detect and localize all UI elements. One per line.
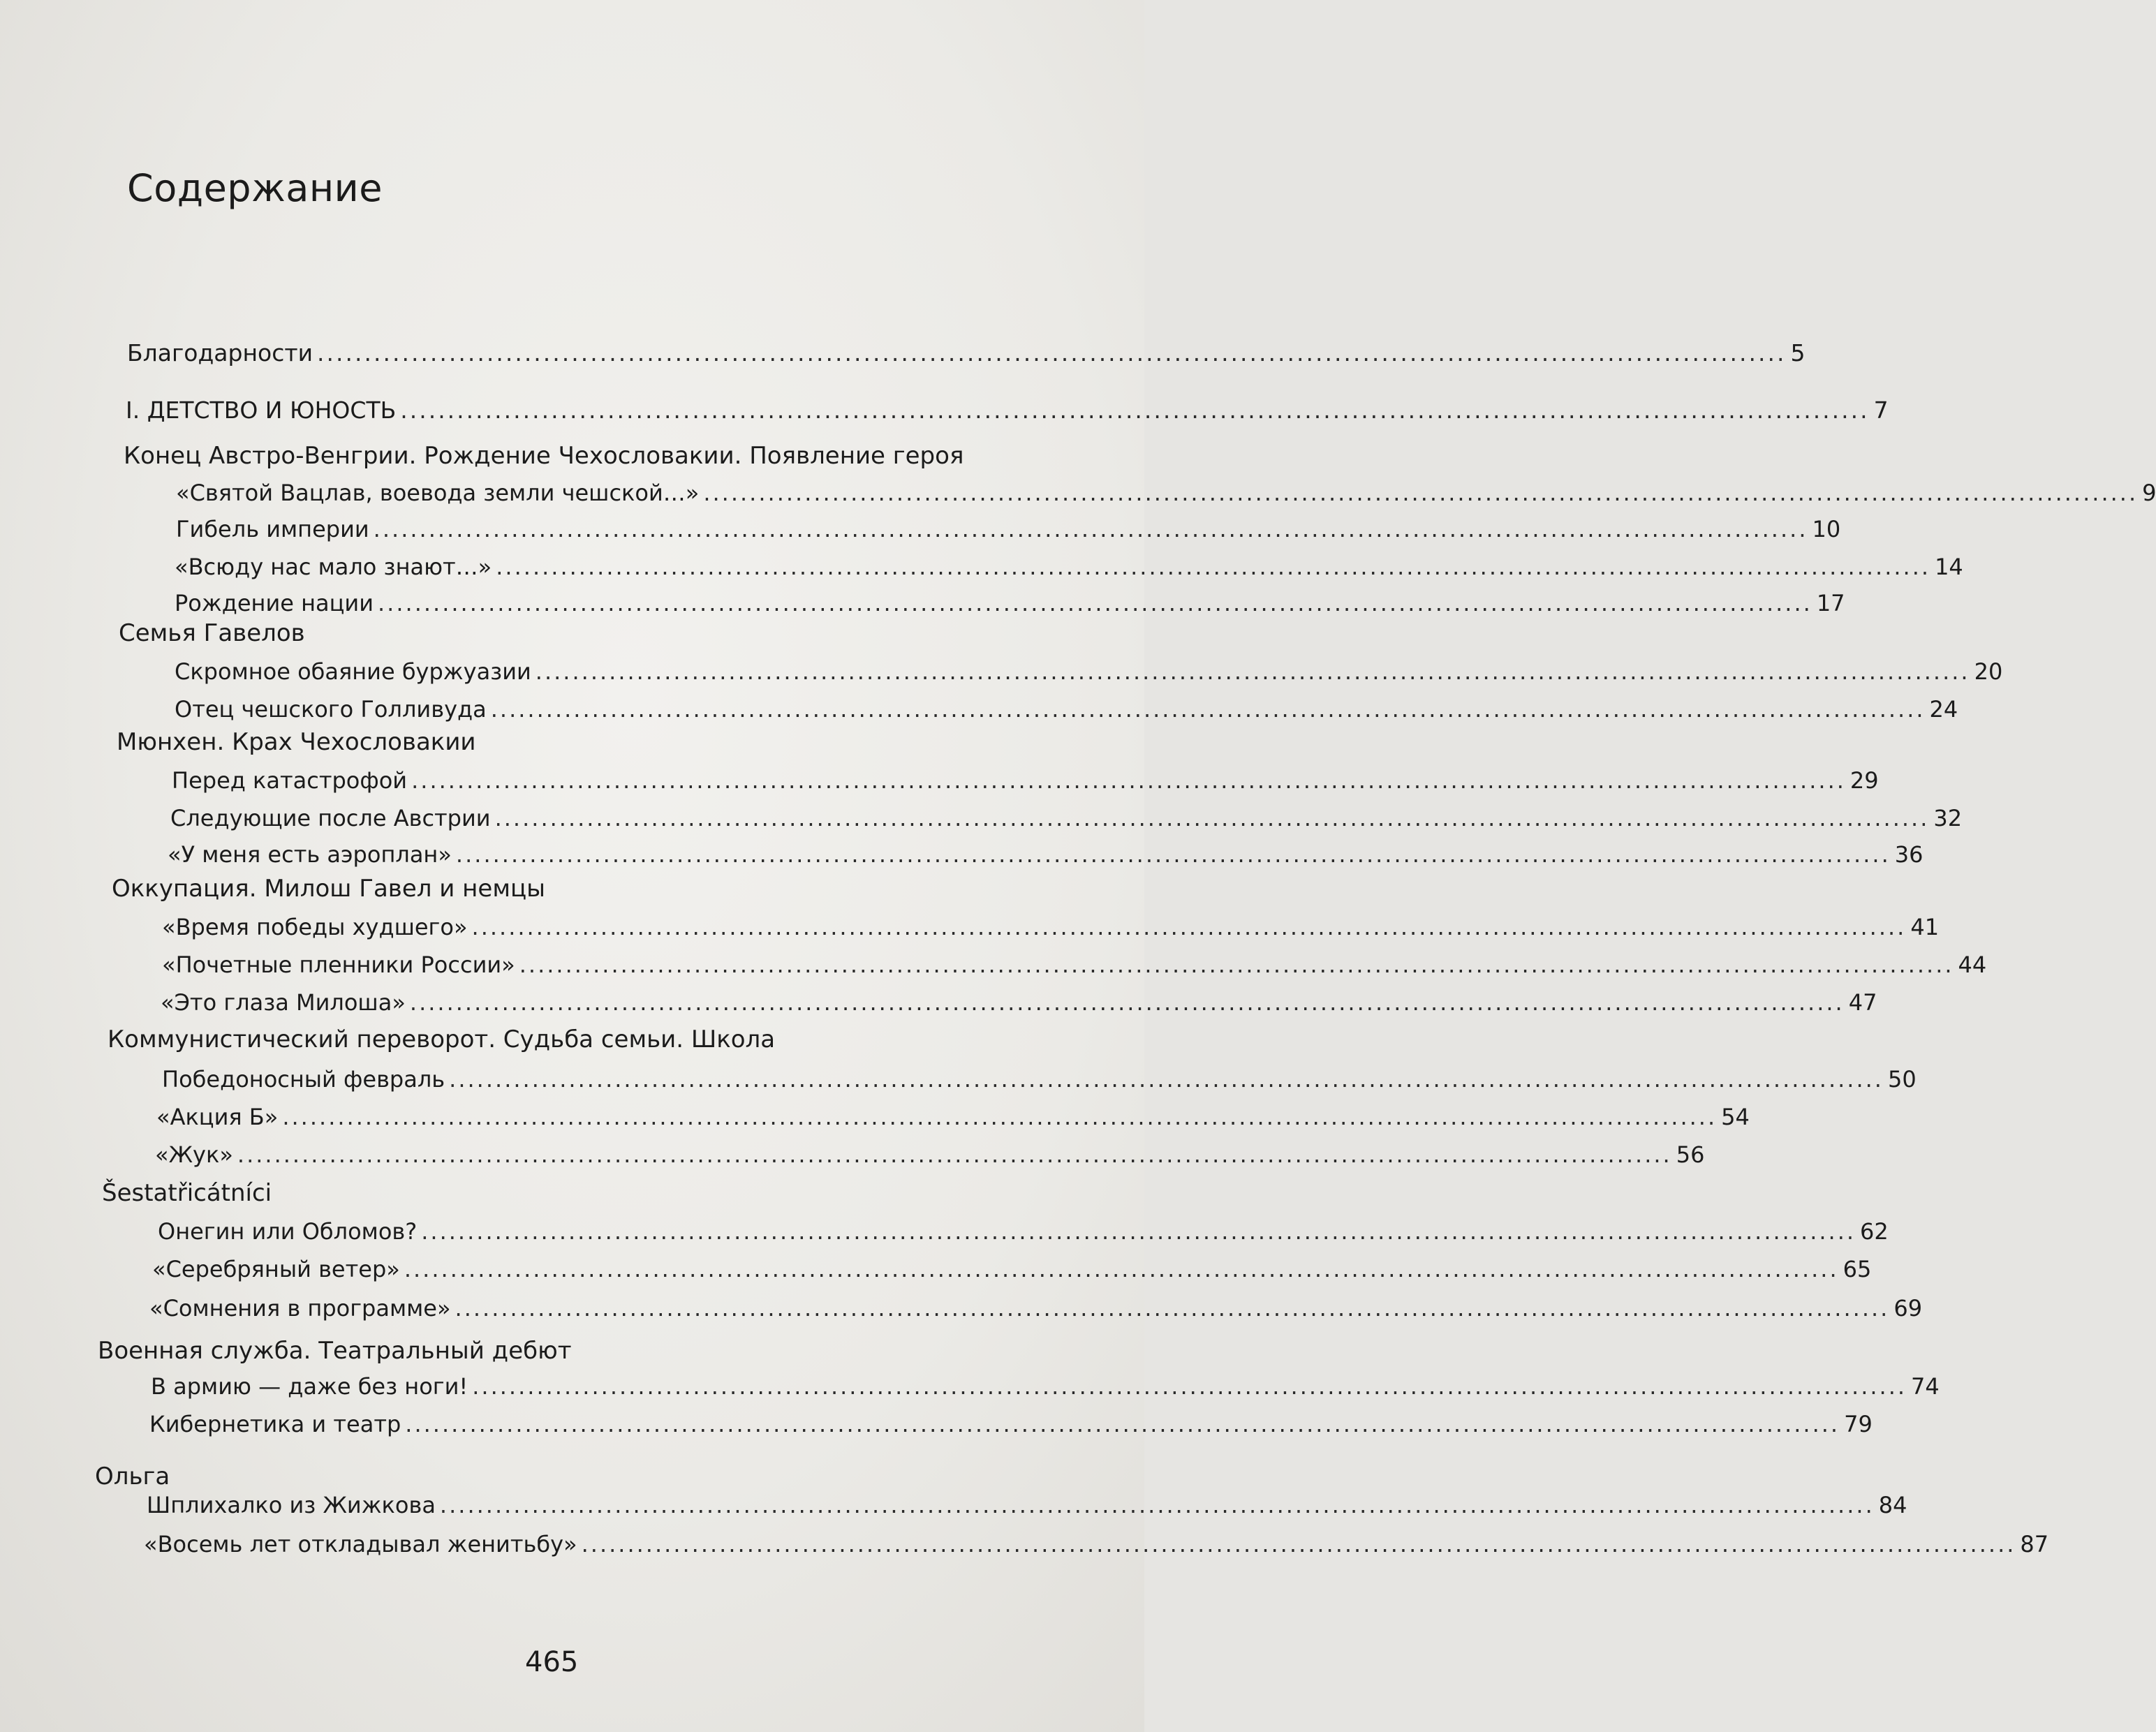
toc-entry-page: 17 [1816, 590, 1845, 616]
leader-dots: ............................................................................................................................................................ [439, 1492, 1875, 1518]
toc-entry-page: 20 [1974, 658, 2003, 685]
page-title: Содержание [127, 166, 383, 210]
toc-entry-label: «У меня есть аэроплан» [168, 841, 452, 868]
leader-dots: ............................................................................................................................................................ [405, 1411, 1840, 1437]
chapter-title[interactable]: Семья Гавелов [119, 619, 305, 647]
toc-entry-label: Победоносный февраль [162, 1066, 445, 1093]
toc-entry[interactable] [175, 553, 1963, 581]
leader-dots: ............................................................................................................................................................ [535, 658, 1970, 685]
leader-dots: ............................................................................................................................................................ [421, 1218, 1856, 1245]
toc-entry-label: Следующие после Австрии [170, 805, 491, 831]
leader-dots: ............................................................................................................................................................ [317, 339, 1787, 367]
toc-entry-label: В армию — даже без ноги! [151, 1373, 468, 1400]
toc-entry-page: 9 [2142, 480, 2156, 506]
toc-entry-page: 62 [1860, 1218, 1889, 1245]
toc-entry[interactable] [155, 1141, 1705, 1169]
toc-entry-label: «Святой Вацлав, воевода земли чешской…» [176, 480, 700, 506]
toc-entry[interactable] [175, 695, 1958, 723]
toc-entry[interactable] [172, 767, 1879, 794]
toc-entry-label: Шплихалко из Жижкова [147, 1492, 436, 1518]
toc-entry-page: 54 [1721, 1104, 1750, 1130]
chapter-title[interactable]: Ольга [95, 1463, 170, 1490]
toc-entry-page: 32 [1933, 805, 1963, 831]
toc-entry[interactable] [162, 951, 1987, 979]
toc-entry-label: «Сомнения в программе» [149, 1295, 451, 1322]
toc-part-label: I. ДЕТСТВО И ЮНОСТЬ [126, 397, 397, 424]
toc-entry[interactable] [162, 1065, 1917, 1093]
toc-entry-page: 14 [1935, 554, 1963, 580]
chapter-title[interactable]: Šestatřicátníci [102, 1179, 272, 1207]
leader-dots: ............................................................................................................................................................ [496, 554, 1931, 580]
chapter-title[interactable]: Конец Австро-Венгрии. Рождение Чехословакии. Появление героя [124, 442, 964, 470]
leader-dots: ............................................................................................................................................................ [494, 805, 1930, 831]
toc-entry-label: Скромное обаяние буржуазии [175, 658, 531, 685]
toc-entry-label: Кибернетика и театр [149, 1411, 401, 1437]
toc-entry-page: 84 [1878, 1492, 1907, 1518]
leader-dots: ............................................................................................................................................................ [409, 989, 1845, 1016]
toc-entry[interactable] [156, 1103, 1750, 1131]
toc-entry[interactable] [158, 1217, 1889, 1245]
toc-entry-label: Онегин или Обломов? [158, 1218, 418, 1245]
leader-dots: ............................................................................................................................................................ [400, 397, 1870, 424]
toc-entry[interactable] [152, 1255, 1872, 1283]
chapter-title[interactable]: Военная служба. Театральный дебют [98, 1337, 572, 1365]
leader-dots: ............................................................................................................................................................ [373, 516, 1808, 542]
toc-entry-page: 79 [1844, 1411, 1873, 1437]
toc-entry-label: «Жук» [155, 1141, 233, 1168]
toc-entry-page: 24 [1929, 696, 1958, 723]
toc-entry-page: 50 [1887, 1066, 1917, 1093]
toc-entry-label: Гибель империи [176, 516, 369, 542]
toc-entry-page: 36 [1894, 841, 1924, 868]
toc-entry-acknowledgements[interactable] [127, 339, 1806, 367]
toc-entry-page: 44 [1958, 952, 1987, 978]
leader-dots: ............................................................................................................................................................ [472, 1373, 1907, 1400]
leader-dots: ............................................................................................................................................................ [404, 1256, 1839, 1282]
toc-entry-page: 5 [1790, 339, 1806, 367]
chapter-title[interactable]: Оккупация. Милош Гавел и немцы [112, 875, 545, 903]
toc-entry-page: 69 [1893, 1295, 1923, 1322]
leader-dots: ............................................................................................................................................................ [237, 1141, 1672, 1168]
leader-dots: ............................................................................................................................................................ [519, 952, 1954, 978]
toc-part-page: 7 [1873, 397, 1889, 424]
leader-dots: ............................................................................................................................................................ [455, 841, 1891, 868]
page-number: 465 [525, 1646, 579, 1678]
toc-entry[interactable] [170, 804, 1963, 832]
toc-entry-label: Благодарности [127, 339, 313, 367]
leader-dots: ............................................................................................................................................................ [581, 1531, 2016, 1557]
toc-entry-page: 87 [2020, 1531, 2049, 1557]
toc-entry-label: Отец чешского Голливуда [175, 696, 487, 723]
toc-entry[interactable] [176, 479, 2156, 507]
toc-entry-page: 74 [1911, 1373, 1940, 1400]
toc-entry-page: 56 [1676, 1141, 1705, 1168]
leader-dots: ............................................................................................................................................................ [703, 480, 2139, 506]
toc-entry-label: «Это глаза Милоша» [161, 989, 406, 1016]
leader-dots: ............................................................................................................................................................ [282, 1104, 1718, 1130]
toc-entry-page: 29 [1849, 767, 1879, 794]
toc-entry-label: «Серебряный ветер» [152, 1256, 400, 1282]
toc-entry-page: 47 [1848, 989, 1877, 1016]
leader-dots: ............................................................................................................................................................ [449, 1066, 1884, 1093]
toc-entry-page: 10 [1812, 516, 1841, 542]
toc-entry[interactable] [168, 841, 1924, 868]
chapter-title[interactable]: Мюнхен. Крах Чехословакии [117, 728, 476, 756]
toc-entry[interactable] [144, 1530, 2049, 1558]
leader-dots: ............................................................................................................................................................ [455, 1295, 1890, 1322]
leader-dots: ............................................................................................................................................................ [411, 767, 1846, 794]
toc-entry[interactable] [175, 658, 2003, 686]
toc-entry-label: Перед катастрофой [172, 767, 408, 794]
toc-entry[interactable] [149, 1410, 1873, 1438]
toc-entry-label: «Почетные пленники России» [162, 952, 515, 978]
leader-dots: ............................................................................................................................................................ [378, 590, 1812, 616]
toc-entry[interactable] [176, 515, 1841, 543]
leader-dots: ............................................................................................................................................................ [490, 696, 1926, 723]
toc-part-heading[interactable] [126, 397, 1889, 424]
toc-entry-label: «Акция Б» [156, 1104, 279, 1130]
toc-entry[interactable] [161, 989, 1877, 1016]
toc-entry-page: 65 [1843, 1256, 1872, 1282]
toc-entry[interactable] [162, 913, 1940, 941]
toc-entry-label: «Время победы худшего» [162, 914, 468, 940]
toc-entry[interactable] [147, 1491, 1907, 1519]
leader-dots: ............................................................................................................................................................ [471, 914, 1907, 940]
toc-entry-page: 41 [1910, 914, 1940, 940]
toc-entry[interactable] [151, 1372, 1940, 1400]
toc-entry-label: «Восемь лет откладывал женитьбу» [144, 1531, 577, 1557]
toc-entry[interactable] [175, 589, 1845, 617]
chapter-title[interactable]: Коммунистический переворот. Судьба семьи. Школа [108, 1026, 776, 1053]
toc-entry-label: «Всюду нас мало знают…» [175, 554, 492, 580]
toc-entry[interactable] [149, 1294, 1923, 1322]
toc-entry-label: Рождение нации [175, 590, 374, 616]
